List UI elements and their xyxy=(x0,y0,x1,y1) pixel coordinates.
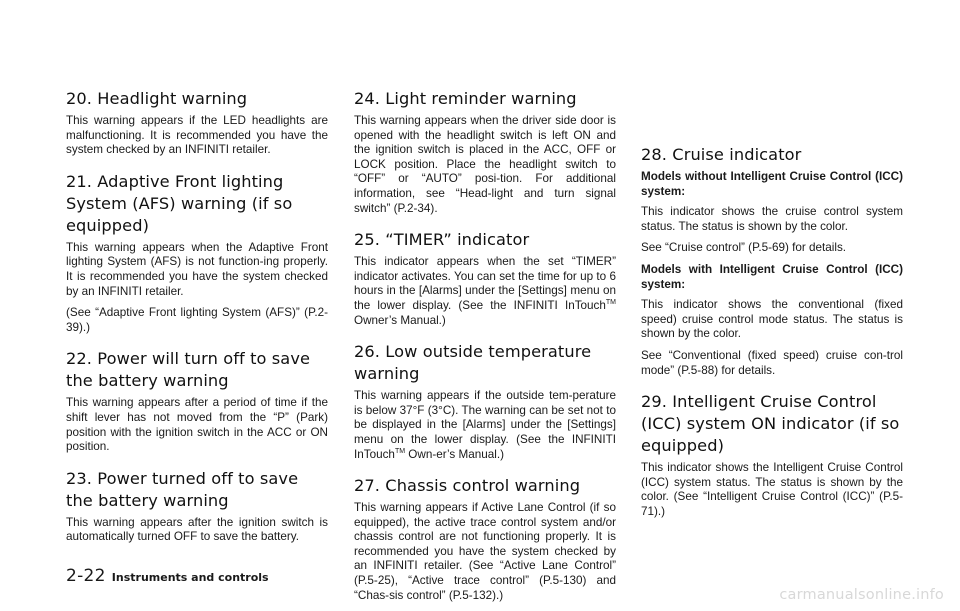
paragraph-chassis-control: This warning appears if Active Lane Control (if so equipped), the active trace control system and/or chassis control are not functioning properly. It is recommended you have the system checked by an INFINITI retailer. (See “Active Lane Control” (P.5-25), “Active trace control” (P.5-130) and “Chas-sis control” (P.5-132).) xyxy=(354,501,616,602)
paragraph-icc-on-indicator: This indicator shows the Intelligent Cruise Control (ICC) system status. The status is shown by the color. (See “Intelligent Cruise Control (ICC)” (P.5-71).) xyxy=(641,461,903,518)
paragraph-timer-indicator xyxy=(354,255,616,328)
subheading-without-icc: Models without Intelligent Cruise Control (ICC) system: xyxy=(641,170,903,198)
heading-power-will-turn-off: 22. Power will turn off to save the battery warning xyxy=(66,349,311,391)
subheading-with-icc: Models with Intelligent Cruise Control (ICC) system: xyxy=(641,262,903,291)
column-middle xyxy=(354,88,616,610)
paragraph-headlight-warning: This warning appears if the LED headlights are malfunctioning. It is recommended you have the system checked by an INFINITI retailer. xyxy=(66,114,328,157)
trademark-mark: TM xyxy=(605,299,616,307)
paragraph-cruise-with-icc: This indicator shows the conventional (fixed speed) cruise control mode status. The status is shown by the color. xyxy=(641,298,903,341)
column-right xyxy=(641,88,903,527)
temp-text-a: This warning appears if the outside tem-perature is below 37°F (3°C). The warning can be set not to be displayed in the [Alarms] under the [Settings] menu on the lower display. (See the INFINITI InTouch xyxy=(354,389,616,461)
page-number: 2-22 xyxy=(66,566,106,586)
heading-timer-indicator: 25. “TIMER” indicator xyxy=(354,230,530,250)
heading-afs-warning: 21. Adaptive Front lighting System (AFS) warning (if so equipped) xyxy=(66,171,293,235)
trademark-mark: TM xyxy=(394,447,406,455)
heading-headlight-warning: 20. Headlight warning xyxy=(66,89,248,108)
paragraph-power-turned-off: This warning appears after the ignition switch is automatically turned OFF to save the battery. xyxy=(66,515,328,544)
column-left xyxy=(66,88,328,552)
heading-cruise-indicator: 28. Cruise indicator xyxy=(641,145,802,164)
paragraph-low-outside-temp xyxy=(354,389,616,462)
heading-chassis-control: 27. Chassis control warning xyxy=(354,476,581,496)
section-name: Instruments and controls xyxy=(111,571,269,584)
reference-cruise-control: See “Cruise control” (P.5-69) for details. xyxy=(641,241,847,255)
heading-low-outside-temp: 26. Low outside temperature warning xyxy=(354,342,592,384)
paragraph-power-will-turn-off: This warning appears after a period of time if the shift lever has not moved from the “P” (Park) position with the ignition switch in the ACC or ON position. xyxy=(66,396,328,454)
timer-text-b: Owner’s Manual.) xyxy=(354,313,446,327)
heading-power-turned-off: 23. Power turned off to save the battery warning xyxy=(66,468,299,510)
timer-text-a: This indicator appears when the set “TIMER” indicator activates. You can set the time for up to 6 hours in the [Alarms] under the [Settings] menu on the lower display. (See the INFINITI InTouch xyxy=(354,255,616,312)
paragraph-light-reminder: This warning appears when the driver side door is opened with the headlight switch is left ON and the ignition switch is placed in the ACC, OFF or LOCK position. Place the headlight switch to “OFF” or “AUTO” posi-tion. For additional information, see “Head-light and turn signal switch” (P.2-34). xyxy=(354,114,616,215)
paragraph-cruise-without-icc: This indicator shows the cruise control system status. The status is shown by the color. xyxy=(641,205,903,233)
temp-text-b: Own-er’s Manual.) xyxy=(405,447,504,461)
heading-light-reminder: 24. Light reminder warning xyxy=(354,89,577,108)
heading-icc-on-indicator: 29. Intelligent Cruise Control (ICC) system ON indicator (if so equipped) xyxy=(641,392,900,456)
paragraph-afs-warning: This warning appears when the Adaptive Front lighting System (AFS) is not function-ing properly. It is recommended you have the system checked by an INFINITI retailer. xyxy=(66,240,328,298)
reference-afs: (See “Adaptive Front lighting System (AFS)” (P.2-39).) xyxy=(66,306,328,334)
reference-conventional-cruise: See “Conventional (fixed speed) cruise con-trol mode” (P.5-88) for details. xyxy=(641,348,903,377)
watermark: carmanualsonline.info xyxy=(779,587,944,603)
page-footer xyxy=(66,566,269,586)
